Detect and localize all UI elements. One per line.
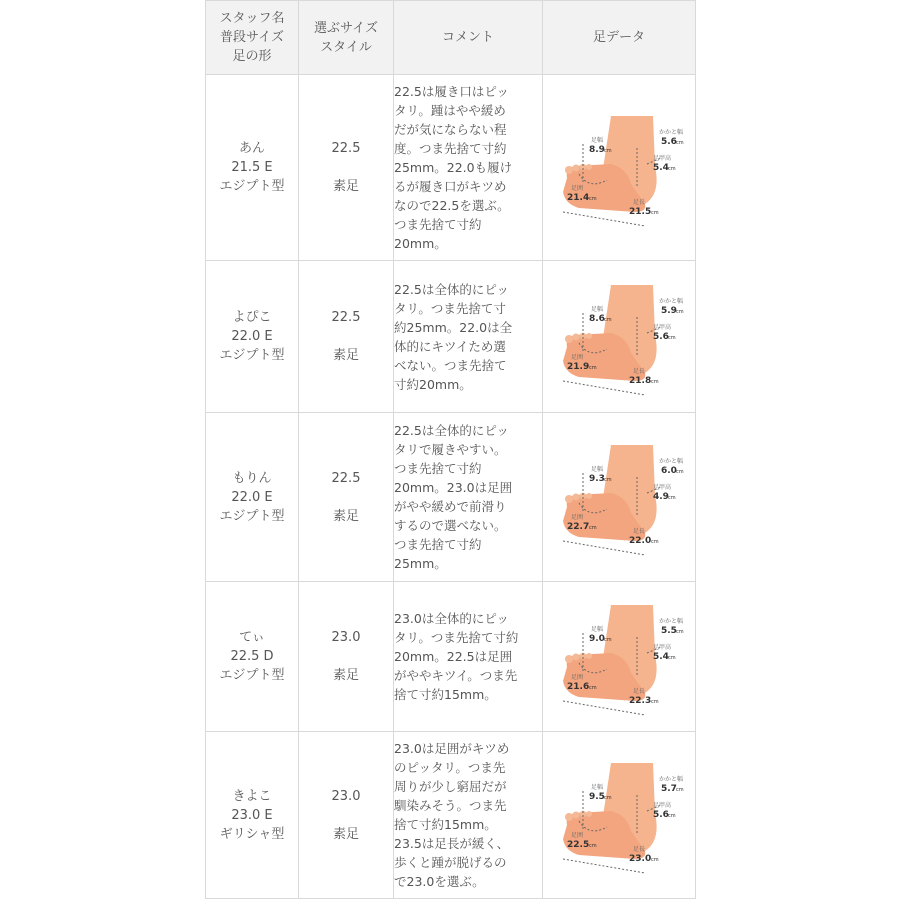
width-unit: cm [604, 636, 612, 643]
instep-unit: cm [668, 654, 676, 661]
usual-size: 23.0 E [231, 807, 273, 823]
foot-shape: エジプト型 [219, 348, 285, 363]
foot-data-cell [543, 261, 696, 413]
toe-2 [573, 494, 580, 501]
usual-size: 22.0 E [231, 489, 273, 505]
staff-name: きよこ [232, 788, 272, 804]
heel-value: 6.0 [661, 466, 677, 476]
heel-label: かかと幅 [659, 776, 684, 783]
header-foot-data: 足データ [543, 1, 696, 75]
style: 素足 [332, 508, 359, 524]
width-label: 足幅 [591, 784, 604, 791]
width-label: 足幅 [591, 305, 604, 313]
size-cell [299, 75, 394, 261]
toe-1 [565, 655, 573, 663]
instep-value: 5.4 [653, 651, 669, 662]
instep-value: 5.4 [653, 162, 669, 173]
length-value: 22.0 [629, 536, 652, 546]
girth-unit: cm [589, 195, 597, 202]
foot-diagram [549, 755, 689, 875]
heel-label: かかと幅 [659, 617, 684, 625]
heel-unit: cm [676, 308, 684, 315]
chosen-size: 23.0 [331, 630, 361, 645]
girth-unit: cm [589, 843, 597, 849]
size-cell [299, 732, 394, 899]
width-value: 9.5 [589, 792, 605, 802]
instep-unit: cm [668, 495, 676, 501]
header-row [206, 1, 696, 75]
foot-data-cell [543, 75, 696, 261]
size-fit-table [205, 0, 696, 899]
comment-cell [394, 75, 543, 261]
length-label: 足長 [633, 198, 646, 206]
toe-1 [565, 166, 573, 174]
girth-label: 足囲 [571, 832, 584, 839]
comment-text: 23.0は足囲がキツめ のピッタリ。つま先 周りが少し窮屈だが 馴染みそう。つま先 捨て寸約15mm。 23.5は足長が緩く、 歩くと踵が脱げるの で23.0を選ぶ。 [394, 741, 510, 889]
length-unit: cm [651, 378, 659, 385]
girth-unit: cm [589, 684, 597, 691]
girth-value: 21.6 [567, 681, 590, 692]
toe-4 [586, 164, 592, 170]
comment-cell [394, 732, 543, 899]
instep-value: 5.6 [653, 331, 669, 342]
table-row [206, 75, 696, 261]
toe-4 [586, 811, 592, 817]
width-label: 足幅 [591, 625, 604, 633]
instep-value: 5.6 [653, 810, 669, 820]
style: 素足 [332, 348, 359, 363]
length-label: 足長 [633, 367, 646, 375]
heel-unit: cm [676, 139, 684, 146]
length-unit: cm [651, 698, 659, 705]
size-cell [299, 582, 394, 732]
instep-label: 足甲高 [653, 802, 672, 809]
width-value: 9.3 [589, 474, 605, 484]
comment-text: 22.5は全体的にピッ タリで履きやすい。 つま先捨て寸約 20mm。23.0は足囲 がやや緩めで前滑り するので選べない。 つま先捨て寸約 25mm。 [394, 423, 513, 571]
width-label: 足幅 [591, 136, 604, 144]
chosen-size: 22.5 [331, 141, 361, 156]
header-size: 選ぶサイズ スタイル [299, 1, 394, 75]
girth-label: 足囲 [571, 514, 584, 521]
style: 素足 [332, 179, 359, 194]
chosen-size: 22.5 [331, 470, 361, 486]
staff-name: てぃ [239, 630, 265, 645]
usual-size: 22.0 E [231, 329, 273, 344]
width-label: 足幅 [591, 466, 604, 473]
comment-text: 23.0は全体的にピッ タリ。つま先捨て寸約 20mm。22.5は足囲 がややキツイ。つま先 捨て寸約15mm。 [394, 611, 519, 702]
size-cell [299, 261, 394, 413]
staff-cell [206, 75, 299, 261]
size-cell [299, 413, 394, 582]
chosen-size: 22.5 [331, 310, 361, 325]
width-unit: cm [604, 477, 612, 483]
heel-label: かかと幅 [659, 128, 684, 136]
heel-unit: cm [676, 787, 684, 793]
girth-value: 21.4 [567, 192, 590, 203]
toe-1 [565, 813, 573, 821]
foot-diagram [549, 277, 689, 397]
length-label: 足長 [633, 528, 646, 535]
length-label: 足長 [633, 846, 646, 853]
instep-unit: cm [668, 334, 676, 341]
usual-size: 22.5 D [230, 649, 274, 664]
toe-1 [565, 495, 573, 503]
foot-diagram [549, 437, 689, 557]
staff-cell [206, 582, 299, 732]
foot-diagram [549, 597, 689, 717]
girth-unit: cm [589, 525, 597, 531]
header-comment: コメント [394, 1, 543, 75]
staff-name: よぴこ [232, 310, 272, 325]
length-unit: cm [651, 209, 659, 216]
heel-unit: cm [676, 469, 684, 475]
table-row [206, 732, 696, 899]
width-unit: cm [604, 147, 612, 154]
girth-label: 足囲 [571, 673, 584, 681]
heel-unit: cm [676, 628, 684, 635]
instep-label: 足甲高 [653, 484, 672, 491]
length-unit: cm [651, 539, 659, 545]
foot-shape: エジプト型 [219, 179, 285, 194]
girth-value: 21.9 [567, 361, 590, 372]
style: 素足 [332, 826, 359, 842]
comment-text: 22.5は全体的にピッ タリ。つま先捨て寸 約25mm。22.0は全 体的にキツイため選 べない。つま先捨て 寸約20mm。 [394, 281, 513, 392]
header-staff: スタッフ名 普段サイズ 足の形 [206, 1, 299, 75]
instep-unit: cm [668, 813, 676, 819]
instep-label: 足甲高 [653, 323, 672, 331]
width-unit: cm [604, 795, 612, 801]
width-value: 8.6 [589, 313, 605, 324]
length-value: 23.0 [629, 854, 652, 864]
heel-label: かかと幅 [659, 458, 684, 465]
heel-value: 5.5 [661, 625, 677, 636]
chosen-size: 23.0 [331, 788, 361, 804]
heel-value: 5.6 [661, 136, 677, 147]
table-row [206, 413, 696, 582]
staff-cell [206, 732, 299, 899]
length-label: 足長 [633, 687, 646, 695]
toe-4 [586, 653, 592, 659]
instep-value: 4.9 [653, 492, 669, 502]
comment-cell [394, 413, 543, 582]
foot-data-cell [543, 582, 696, 732]
foot-diagram [549, 108, 689, 228]
toe-2 [573, 164, 580, 171]
table-row [206, 582, 696, 732]
width-unit: cm [604, 316, 612, 323]
heel-value: 5.7 [661, 784, 677, 794]
heel-value: 5.9 [661, 305, 677, 316]
toe-4 [586, 493, 592, 499]
comment-text: 22.5は履き口はピッ タリ。踵はやや緩め だが気にならない程 度。つま先捨て寸約 25mm。22.0も履け るが履き口がキツめ なので22.5を選ぶ。 つま先捨て寸約 20mm。 [394, 84, 513, 251]
table-row [206, 261, 696, 413]
instep-unit: cm [668, 165, 676, 172]
width-value: 8.9 [589, 144, 605, 155]
foot-shape: エジプト型 [219, 668, 285, 683]
girth-unit: cm [589, 364, 597, 371]
foot-data-cell [543, 732, 696, 899]
toe-1 [565, 335, 573, 343]
style: 素足 [332, 668, 359, 683]
girth-value: 22.5 [567, 840, 590, 850]
staff-cell [206, 413, 299, 582]
foot-data-cell [543, 413, 696, 582]
width-value: 9.0 [589, 633, 605, 644]
toe-2 [573, 333, 580, 340]
toe-2 [573, 812, 580, 819]
staff-name: あん [238, 141, 265, 156]
toe-4 [586, 333, 592, 339]
girth-label: 足囲 [571, 353, 584, 361]
staff-name: もりん [232, 470, 272, 486]
instep-label: 足甲高 [653, 643, 672, 651]
instep-label: 足甲高 [653, 154, 672, 162]
comment-cell [394, 261, 543, 413]
girth-value: 22.7 [567, 522, 590, 532]
length-value: 21.5 [629, 206, 652, 217]
toe-2 [573, 653, 580, 660]
length-value: 21.8 [629, 375, 652, 386]
staff-cell [206, 261, 299, 413]
heel-label: かかと幅 [659, 297, 684, 305]
usual-size: 21.5 E [231, 160, 273, 175]
comment-cell [394, 582, 543, 732]
girth-label: 足囲 [571, 184, 584, 192]
length-value: 22.3 [629, 695, 652, 706]
foot-shape: ギリシャ型 [219, 826, 285, 842]
foot-shape: エジプト型 [219, 508, 285, 524]
length-unit: cm [651, 857, 659, 863]
